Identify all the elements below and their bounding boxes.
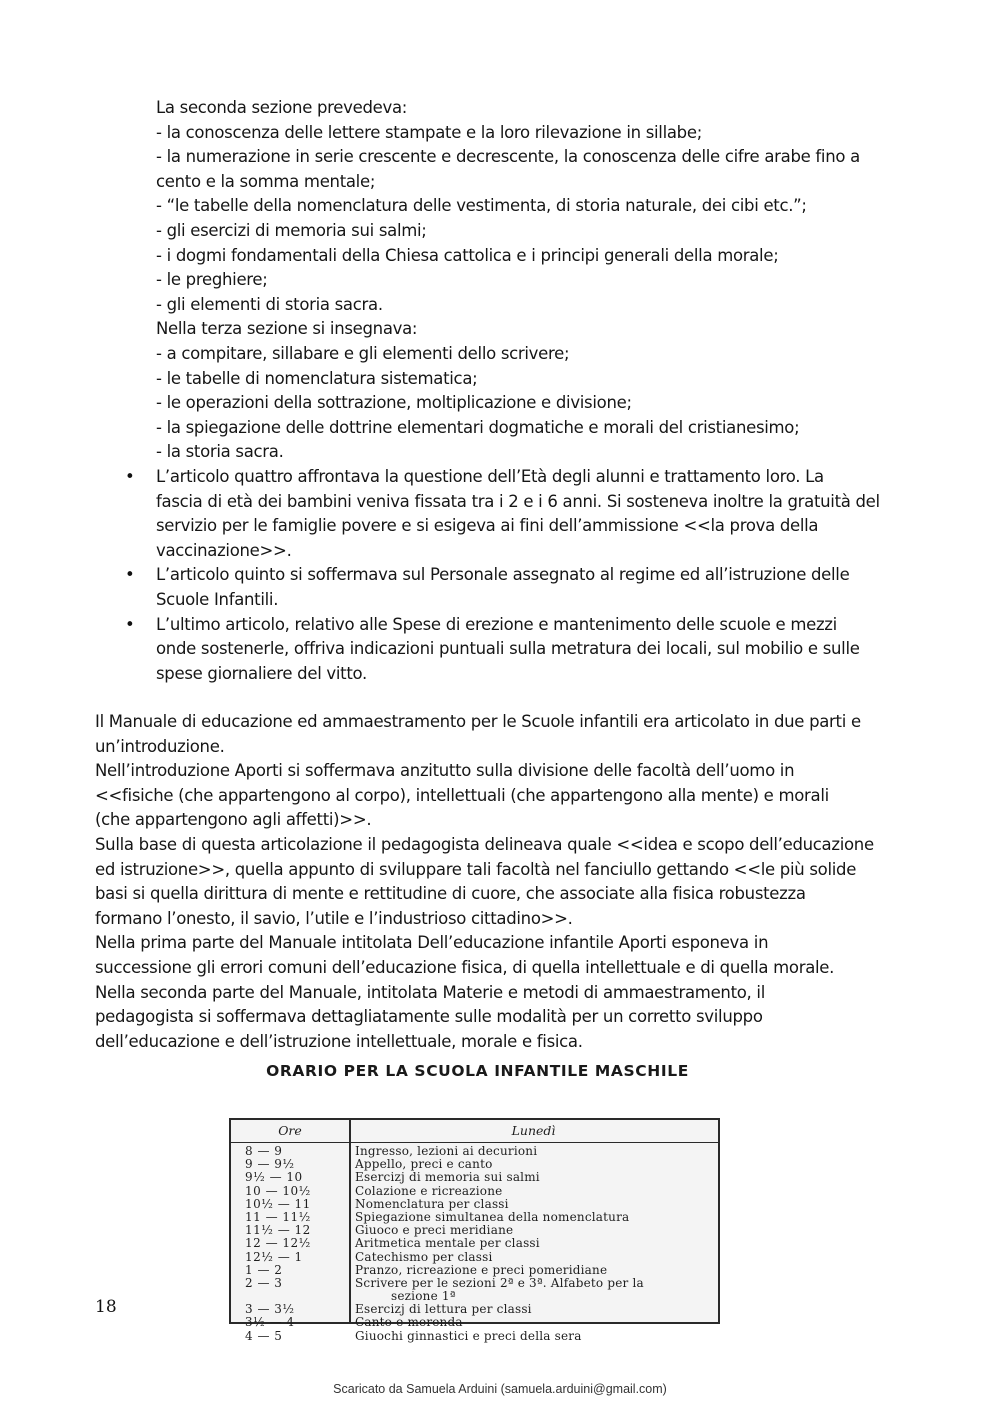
table-row bbox=[231, 1251, 718, 1264]
schedule-table bbox=[229, 1118, 720, 1343]
text-line: - gli esercizi di memoria sui salmi; bbox=[156, 220, 427, 240]
cell-activity: Scrivere per le sezioni 2ª e 3ª. Alfabeto per la bbox=[355, 1275, 644, 1290]
cell-ore: 3 — 3½ bbox=[245, 1302, 295, 1317]
table-row bbox=[231, 1185, 718, 1198]
cell-activity: Spiegazione simultanea della nomenclatura bbox=[355, 1209, 630, 1224]
text-line: - “le tabelle della nomenclatura delle vestimenta, di storia naturale, dei cibi etc.”; bbox=[156, 196, 807, 216]
text-line: - gli elementi di storia sacra. bbox=[156, 294, 383, 314]
table-row bbox=[231, 1316, 718, 1329]
text-line: La seconda sezione prevedeva: bbox=[156, 98, 408, 117]
text-line: Scuole Infantili. bbox=[156, 589, 279, 609]
text-line: servizio per le famiglie povere e si esigeva ai fini dell’ammissione <<la prova della bbox=[156, 516, 819, 536]
text-line: - a compitare, sillabare e gli elementi dello scrivere; bbox=[156, 343, 570, 363]
section-lists bbox=[156, 96, 916, 465]
cell-ore: 2 — 3 bbox=[245, 1275, 283, 1290]
text-line: un’introduzione. bbox=[95, 736, 225, 756]
cell-activity: Canto e merenda bbox=[355, 1315, 463, 1330]
text-line: cento e la somma mentale; bbox=[156, 171, 376, 191]
text-line: - la numerazione in serie crescente e decrescente, la conoscenza delle cifre arabe fino a bbox=[156, 147, 860, 167]
cell-activity: Catechismo per classi bbox=[355, 1249, 493, 1264]
cell-ore: 10 — 10½ bbox=[245, 1183, 311, 1198]
text-line: (che appartengono agli affetti)>>. bbox=[95, 810, 372, 830]
cell-activity: sezione 1ª bbox=[391, 1289, 456, 1304]
body-paragraphs bbox=[95, 710, 915, 1054]
text-line: L’articolo quinto si soffermava sul Personale assegnato al regime ed all’istruzione delle bbox=[156, 565, 850, 585]
download-footer: Scaricato da Samuela Arduini (samuela.arduini@gmail.com) bbox=[333, 1382, 667, 1396]
text-line: Nella terza sezione si insegnava: bbox=[156, 319, 418, 339]
text-line: L’ultimo articolo, relativo alle Spese di erezione e mantenimento delle scuole e mezzi bbox=[156, 614, 837, 634]
text-line: successione gli errori comuni dell’educazione fisica, di quella intellettuale e di quella morale. bbox=[95, 957, 835, 977]
cell-ore: 10½ — 11 bbox=[245, 1196, 311, 1211]
schedule-title: ORARIO PER LA SCUOLA INFANTILE MASCHILE bbox=[266, 1062, 689, 1080]
text-line: - la conoscenza delle lettere stampate e la loro rilevazione in sillabe; bbox=[156, 122, 702, 142]
cell-ore: 9½ — 10 bbox=[245, 1170, 303, 1185]
cell-activity: Esercizj di memoria sui salmi bbox=[355, 1170, 540, 1185]
cell-ore: 11 — 11½ bbox=[245, 1209, 311, 1224]
cell-ore: 1 — 2 bbox=[245, 1262, 283, 1277]
bullet-icon: • bbox=[125, 614, 135, 634]
text-line: - la storia sacra. bbox=[156, 442, 284, 462]
cell-ore: 9 — 9½ bbox=[245, 1157, 295, 1172]
cell-activity: Giuochi ginnastici e preci della sera bbox=[355, 1328, 582, 1343]
text-line: Nell’introduzione Aporti si soffermava anzitutto sulla divisione delle facoltà dell’uomo in bbox=[95, 761, 795, 781]
cell-activity: Esercizj di lettura per classi bbox=[355, 1302, 532, 1317]
text-line: - le preghiere; bbox=[156, 270, 268, 290]
cell-ore: 11½ — 12 bbox=[245, 1223, 311, 1238]
table-row bbox=[231, 1303, 718, 1316]
table-row bbox=[231, 1237, 718, 1250]
text-line: Il Manuale di educazione ed ammaestramento per le Scuole infantili era articolato in due parti e bbox=[95, 712, 861, 731]
text-line: - le tabelle di nomenclatura sistematica; bbox=[156, 368, 478, 388]
cell-activity: Colazione e ricreazione bbox=[355, 1183, 503, 1198]
text-line: - i dogmi fondamentali della Chiesa cattolica e i principi generali della morale; bbox=[156, 245, 779, 265]
text-line: vaccinazione>>. bbox=[156, 540, 292, 560]
text-line: Sulla base di questa articolazione il pedagogista delineava quale <<idea e scopo dell’educazione bbox=[95, 834, 874, 854]
text-line: formano l’onesto, il savio, l’utile e l’industrioso cittadino>>. bbox=[95, 908, 573, 928]
cell-activity: Pranzo, ricreazione e preci pomeridiane bbox=[355, 1262, 608, 1277]
text-line: fascia di età dei bambini veniva fissata tra i 2 e i 6 anni. Si sosteneva inoltre la gratuità del bbox=[156, 491, 880, 511]
schedule-figure bbox=[225, 1062, 730, 1343]
cell-activity: Giuoco e preci meridiane bbox=[355, 1223, 514, 1238]
text-line: dell’educazione e dell’istruzione intellettuale, morale e fisica. bbox=[95, 1031, 583, 1051]
text-line: - le operazioni della sottrazione, moltiplicazione e divisione; bbox=[156, 393, 632, 413]
cell-activity: Ingresso, lezioni ai decurioni bbox=[355, 1144, 538, 1158]
text-line: spese giornaliere del vitto. bbox=[156, 663, 367, 683]
cell-ore: 4 — 5 bbox=[245, 1328, 283, 1343]
table-row bbox=[231, 1330, 718, 1343]
bullet-text bbox=[156, 563, 906, 612]
bullet-text bbox=[156, 465, 906, 563]
table-row bbox=[231, 1277, 718, 1290]
text-line: - la spiegazione delle dottrine elementari dogmatiche e morali del cristianesimo; bbox=[156, 417, 800, 437]
bullet-icon: • bbox=[125, 565, 135, 585]
text-line: pedagogista si soffermava dettagliatamente sulle modalità per un corretto sviluppo bbox=[95, 1007, 763, 1027]
header-ore: Ore bbox=[278, 1123, 302, 1138]
text-line: basi si quella dirittura di mente e rettitudine di cuore, che associate alla fisica robustezza bbox=[95, 884, 806, 904]
text-line: Nella prima parte del Manuale intitolata Dell’educazione infantile Aporti esponeva in bbox=[95, 933, 769, 953]
header-day: Lunedì bbox=[511, 1123, 556, 1138]
cell-activity: Nomenclatura per classi bbox=[355, 1196, 509, 1211]
text-line: <<fisiche (che appartengono al corpo), intellettuali (che appartengono alla mente) e morali bbox=[95, 785, 829, 805]
text-line: ed istruzione>>, quella appunto di sviluppare tali facoltà nel fanciullo gettando <<le più solide bbox=[95, 859, 857, 879]
cell-activity: Appello, preci e canto bbox=[355, 1157, 493, 1172]
cell-activity: Aritmetica mentale per classi bbox=[355, 1236, 540, 1251]
table-row bbox=[231, 1171, 718, 1184]
cell-ore: 12 — 12½ bbox=[245, 1236, 311, 1251]
text-line: onde sostenerle, offriva indicazioni puntuali sulla metratura dei locali, sul mobilio e sulle bbox=[156, 639, 860, 659]
text-line: L’articolo quattro affrontava la questione dell’Età degli alunni e trattamento loro. La bbox=[156, 467, 824, 486]
text-line: Nella seconda parte del Manuale, intitolata Materie e metodi di ammaestramento, il bbox=[95, 982, 765, 1002]
cell-ore: 3½ — 4 bbox=[245, 1315, 295, 1330]
schedule-rows bbox=[231, 1145, 718, 1343]
bullet-text bbox=[156, 613, 906, 687]
cell-ore: 8 — 9 bbox=[245, 1144, 283, 1158]
table-row bbox=[231, 1198, 718, 1211]
cell-ore: 12½ — 1 bbox=[245, 1249, 303, 1264]
page-number: 18 bbox=[95, 1297, 117, 1317]
schedule-header bbox=[231, 1120, 718, 1143]
table-row bbox=[231, 1264, 718, 1277]
bullet-icon: • bbox=[125, 467, 135, 486]
